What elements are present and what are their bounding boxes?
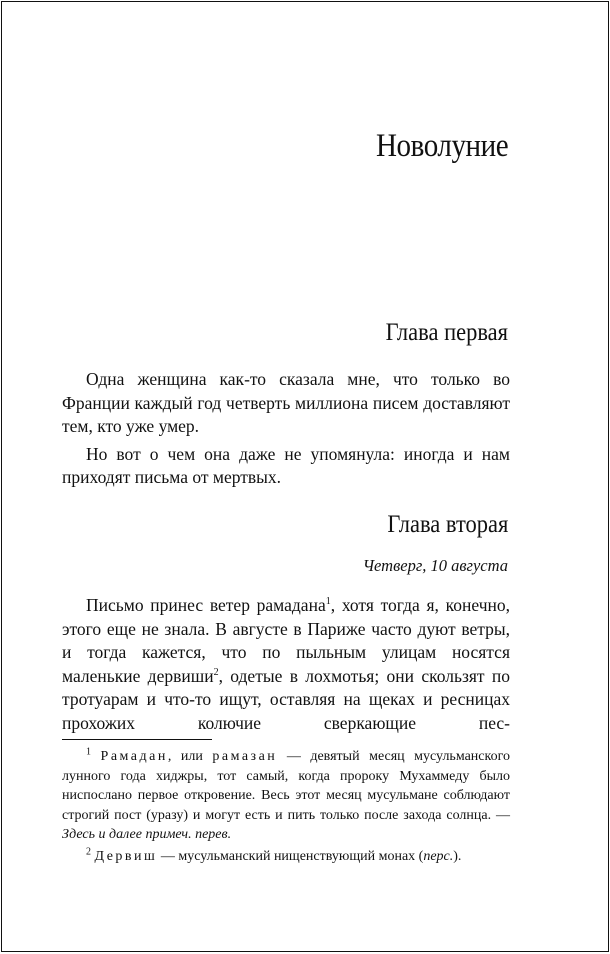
footnote-ref-2[interactable]: 2 <box>213 666 219 678</box>
chapter-2-text <box>62 594 510 735</box>
chapter-1-heading: Глава первая <box>385 319 508 346</box>
book-page <box>1 1 609 952</box>
paragraph-part-c: , одетые в лохмотья; они скользят по тротуарам и что-то ищут, оставляя на щеках и ресницах прохожих колючие сверкающие пес- <box>62 665 510 733</box>
paragraph-part-b: , хотя тогда я, конечно, этого еще не знала. В августе в Париже часто дуют ветры, и тогда кажется, что по пыльным улицам носятся маленькие дервиши <box>62 595 510 686</box>
footnote-1-text: — девятый месяц мусульманского лунного года хиджры, тот самый, когда пророку Мухаммеду было ниспослано первое откровение. Весь этот месяц мусульмане соблюдают строгий пост (уразу) и могут есть и пить только после захода солнца. — <box>62 749 510 823</box>
footnote-2 <box>62 847 510 867</box>
footnote-2-term: Дервиш <box>94 848 158 864</box>
chapter-2-heading: Глава вторая <box>387 511 508 538</box>
chapter-1-paragraph-1: Одна женщина как-то сказала мне, что только во Франции каждый год четверть миллиона писем доставляют тем, кто уже умер. <box>62 369 510 436</box>
footnote-1-term-2: рамазан <box>212 749 278 764</box>
footnote-divider <box>62 739 212 740</box>
footnote-2-text: — мусульманский нищенствующий монах ( <box>157 848 424 864</box>
chapter-1-text <box>62 368 510 490</box>
book-title: Новолуние <box>375 128 508 164</box>
chapter-1-paragraph-2: Но вот о чем она даже не упомянула: иногда и нам приходят письма от мертвых. <box>62 443 510 487</box>
footnote-2-language: перс. <box>423 848 454 864</box>
footnote-1-number: 1 <box>86 746 91 758</box>
footnote-1-term: Рамадан <box>100 749 168 764</box>
footnote-1 <box>62 747 510 845</box>
chapter-2-paragraph-1 <box>62 594 510 735</box>
chapter-2-date: Четверг, 10 августа <box>362 556 508 575</box>
footnote-1-editor-note: Здесь и далее примеч. перев. <box>62 827 232 842</box>
footnote-ref-1[interactable]: 1 <box>325 596 331 608</box>
footnote-1-connector: , или <box>167 749 213 764</box>
footnote-2-number: 2 <box>86 845 91 857</box>
footnotes <box>62 747 510 866</box>
paragraph-part-a: Письмо принес ветер рамадана <box>86 595 326 615</box>
footnote-2-end: ). <box>453 848 462 864</box>
